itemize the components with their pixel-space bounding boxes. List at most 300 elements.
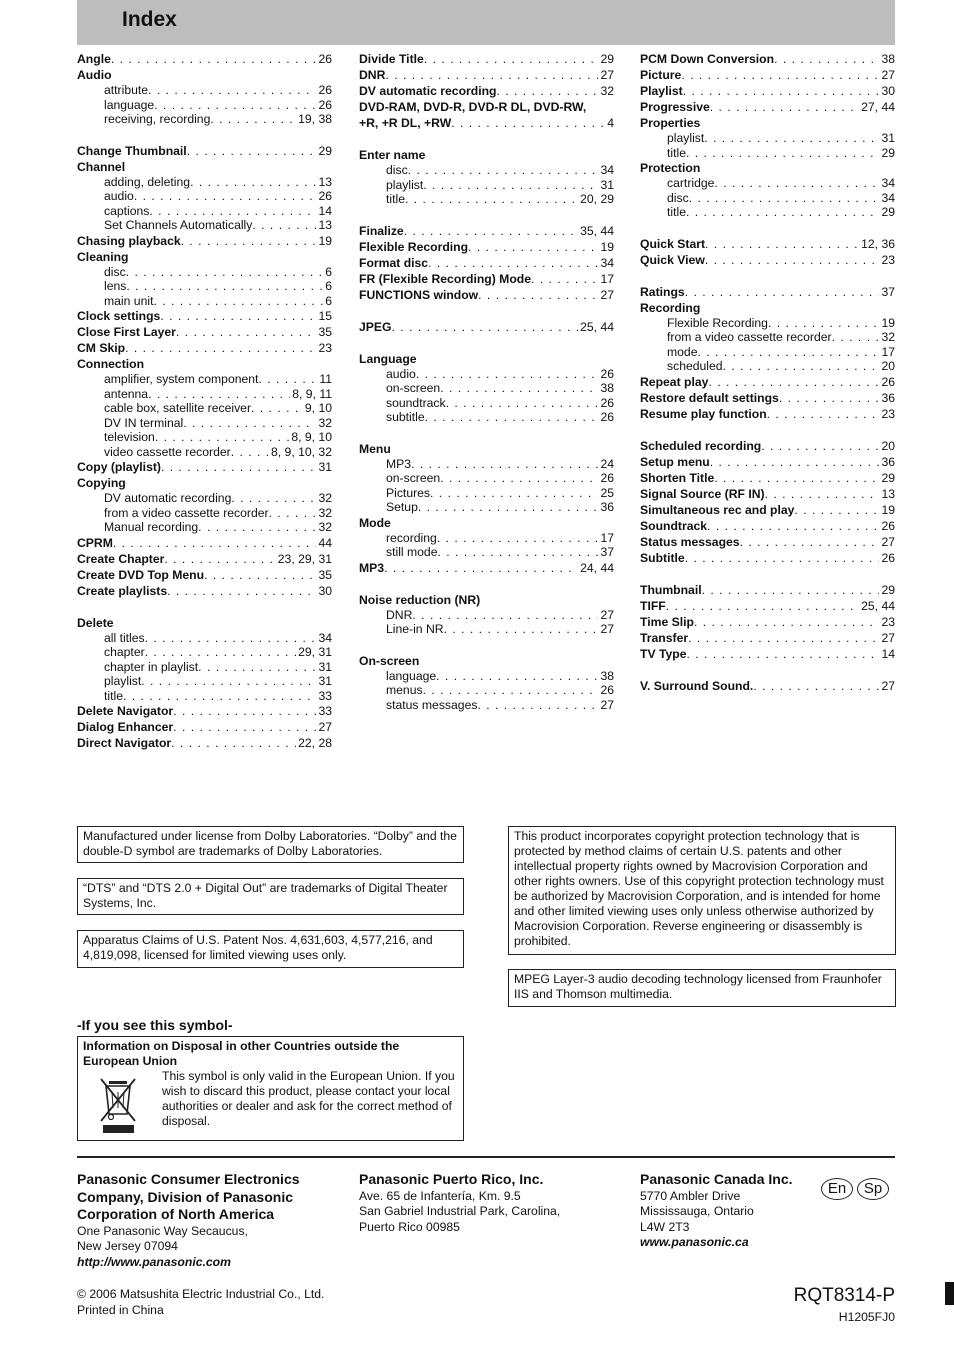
address-pr-name: Panasonic Puerto Rico, Inc. xyxy=(359,1171,544,1187)
index-term: menus xyxy=(386,683,423,697)
dot-leader xyxy=(702,582,880,598)
index-term: Chasing playback xyxy=(77,233,181,248)
index-page-number: 32 xyxy=(318,520,332,534)
index-page-number: 31 xyxy=(318,674,332,688)
index-page-number: 11 xyxy=(319,372,332,386)
index-page-number: 35 xyxy=(318,325,332,339)
index-page-number: 13 xyxy=(318,174,332,189)
index-spacer xyxy=(359,131,614,147)
index-term: Clock settings xyxy=(77,309,161,323)
dot-leader xyxy=(111,51,317,67)
index-term: title xyxy=(667,145,686,160)
address-ca-line1: 5770 Ambler Drive xyxy=(640,1188,741,1203)
index-entry xyxy=(640,518,895,534)
index-page-number: 27 xyxy=(600,622,614,636)
index-term: Signal Source (RF IN) xyxy=(640,486,765,501)
index-term: playlist xyxy=(667,131,705,145)
index-header-bar xyxy=(77,0,895,45)
disposal-title: Information on Disposal in other Countries outside the European Union xyxy=(83,1039,400,1068)
index-page-number: 33 xyxy=(318,688,332,703)
index-subentry xyxy=(77,491,332,506)
index-heading: Properties xyxy=(640,116,701,130)
index-term: Close First Layer xyxy=(77,325,176,339)
dot-leader xyxy=(145,631,317,646)
index-term: Create playlists xyxy=(77,583,168,598)
symbol-heading: -If you see this symbol- xyxy=(77,1017,233,1033)
index-entry xyxy=(640,374,895,390)
index-entry xyxy=(640,534,895,550)
index-subentry xyxy=(640,176,895,191)
index-page-number: 34 xyxy=(600,163,614,177)
index-page-number: 26 xyxy=(600,410,614,424)
index-page-number: 26 xyxy=(600,471,614,485)
index-page-number: 26 xyxy=(318,52,332,66)
index-term: disc xyxy=(386,163,408,177)
address-ca-web-link[interactable]: www.panasonic.ca xyxy=(640,1235,749,1249)
address-us-line2: New Jersey 07094 xyxy=(77,1239,178,1253)
dot-leader xyxy=(705,252,880,268)
index-page-number: 31 xyxy=(600,177,614,192)
page-edge-tab xyxy=(945,1282,954,1305)
index-subentry xyxy=(77,416,332,431)
address-us-web-link[interactable]: http://www.panasonic.com xyxy=(77,1254,231,1269)
index-page-number: 23 xyxy=(881,406,895,421)
index-term: TIFF xyxy=(640,598,666,613)
dot-leader xyxy=(740,534,880,550)
index-page-number: 27 xyxy=(881,630,895,645)
index-page-number: 26 xyxy=(600,683,614,697)
index-term: +R, +R DL, +RW xyxy=(359,116,452,130)
index-spacer xyxy=(359,335,614,351)
index-page-number: 26 xyxy=(600,395,614,410)
macrovision-notice: This product incorporates copyright protection technology that is protected by method claims of certain U.S. patents and other intellectual property rights owned by Macrovision Corporation and other rights owners. Use of this copyright protection technology must be authorized by Macrovision Corporation, and is intended for home and other limited viewing uses only unless otherwise authorized by Macrovision Corporation. Reverse engineering or disassembly is prohibited. xyxy=(508,826,896,955)
index-page-number: 20, 29 xyxy=(580,192,614,206)
index-term: FUNCTIONS window xyxy=(359,287,479,302)
index-subentry xyxy=(640,359,895,374)
index-entry xyxy=(359,115,614,131)
dot-leader xyxy=(765,486,880,502)
index-page-number: 23 xyxy=(881,614,895,629)
index-term: DV automatic recording xyxy=(359,84,497,98)
dot-leader xyxy=(148,387,290,402)
index-spacer xyxy=(359,637,614,653)
dot-leader xyxy=(176,324,317,340)
index-subentry xyxy=(77,372,332,387)
index-page-number: 31 xyxy=(881,131,895,145)
index-page-number: 15 xyxy=(318,309,332,323)
index-term: MP3 xyxy=(386,456,412,471)
index-page-number: 27 xyxy=(600,287,614,302)
index-entry xyxy=(640,406,895,422)
page-title: Index xyxy=(122,8,177,31)
dot-leader xyxy=(173,719,316,735)
dot-leader xyxy=(125,340,316,356)
address-ca-line2: Mississauga, Ontario xyxy=(640,1204,754,1218)
index-term: DV IN terminal xyxy=(104,415,184,430)
index-term: Playlist xyxy=(640,84,683,98)
index-page-number: 26 xyxy=(881,374,895,389)
dot-leader xyxy=(269,506,317,521)
dot-leader xyxy=(258,372,317,387)
index-page-number: 30 xyxy=(318,583,332,598)
index-page-number: 34 xyxy=(881,176,895,190)
index-page-number: 25 xyxy=(600,485,614,500)
index-entry xyxy=(640,598,895,614)
index-subentry xyxy=(77,660,332,675)
dot-leader xyxy=(155,430,290,445)
address-pr-line1: Ave. 65 de Infantería, Km. 9.5 xyxy=(359,1188,521,1203)
language-badges xyxy=(821,1178,889,1200)
index-page-number: 35, 44 xyxy=(580,223,614,238)
dot-leader xyxy=(779,390,880,406)
dot-leader xyxy=(113,535,317,551)
index-entry xyxy=(640,550,895,566)
dot-leader xyxy=(446,396,599,411)
index-spacer xyxy=(359,576,614,592)
index-entry xyxy=(640,614,895,630)
index-heading: Delete xyxy=(77,615,114,630)
dot-leader xyxy=(123,689,316,704)
index-term: Dialog Enhancer xyxy=(77,720,174,734)
dot-leader xyxy=(478,287,598,303)
footer-rule xyxy=(77,1156,895,1158)
index-term: Setup xyxy=(386,500,418,514)
index-subentry xyxy=(77,189,332,204)
index-page-number: 6 xyxy=(325,293,332,308)
dot-leader xyxy=(687,646,880,662)
index-entry xyxy=(640,99,895,115)
address-us-name: Panasonic Consumer Electronics Company, Division of Panasonic Corporation of North America xyxy=(77,1171,300,1222)
language-badge-en: En xyxy=(821,1178,853,1200)
printed-in-text: Printed in China xyxy=(77,1302,164,1317)
dot-leader xyxy=(430,486,598,501)
index-page-number: 32 xyxy=(318,491,332,505)
dot-leader xyxy=(477,698,598,713)
index-subentry xyxy=(77,387,332,402)
dot-leader xyxy=(768,316,880,331)
index-page-number: 23 xyxy=(318,341,332,355)
index-subentry xyxy=(640,316,895,331)
index-term: Ratings xyxy=(640,284,685,299)
index-entry xyxy=(640,582,895,598)
index-subentry xyxy=(77,204,332,219)
dot-leader xyxy=(384,560,578,576)
index-term: title xyxy=(104,688,123,703)
index-page-number: 27 xyxy=(881,534,895,549)
dot-leader xyxy=(126,265,324,280)
index-subentry xyxy=(77,265,332,280)
index-subentry xyxy=(359,545,614,560)
index-entry xyxy=(359,271,614,287)
index-subentry xyxy=(77,631,332,646)
dot-leader xyxy=(126,279,323,294)
index-subentry xyxy=(359,500,614,515)
index-heading: Language xyxy=(359,351,417,366)
index-page-number: 34 xyxy=(600,255,614,270)
index-page-number: 37 xyxy=(600,545,614,559)
index-spacer xyxy=(640,566,895,582)
address-us-line1: One Panasonic Way Secaucus, xyxy=(77,1223,248,1238)
index-spacer xyxy=(640,268,895,284)
dot-leader xyxy=(173,703,316,719)
index-page-number: 36 xyxy=(881,454,895,469)
disposal-body: This symbol is only valid in the European Union. If you wish to discard this product, please contact your local authorities or dealer and ask for the correct method of disposal. xyxy=(162,1069,455,1128)
index-subentry xyxy=(359,367,614,382)
dolby-notice: Manufactured under license from Dolby Laboratories. “Dolby” and the double-D symbol are trademarks of Dolby Laboratories. xyxy=(77,826,464,863)
index-term: CM Skip xyxy=(77,341,126,355)
index-subentry xyxy=(640,345,895,360)
dot-leader xyxy=(405,192,578,207)
index-term: disc xyxy=(104,264,126,279)
dot-leader xyxy=(440,381,598,396)
dot-leader xyxy=(148,83,316,98)
index-subentry xyxy=(640,330,895,345)
index-subentry xyxy=(359,683,614,698)
index-page-number: 38 xyxy=(881,52,895,66)
index-heading: Recording xyxy=(640,300,701,315)
dot-leader xyxy=(767,406,880,422)
index-term: Soundtrack xyxy=(640,518,708,533)
index-entry xyxy=(77,583,332,599)
index-page-number: 26 xyxy=(318,97,332,112)
index-term: title xyxy=(667,205,686,219)
dot-leader xyxy=(428,255,598,271)
index-page-number: 36 xyxy=(600,500,614,514)
index-entry xyxy=(359,319,614,335)
index-page-number: 19 xyxy=(318,233,332,248)
index-term: Line-in NR xyxy=(386,622,444,636)
dot-leader xyxy=(437,545,598,560)
index-page-number: 27 xyxy=(881,678,895,693)
index-page-number: 12, 36 xyxy=(861,236,895,251)
index-subentry xyxy=(77,506,332,521)
dot-leader xyxy=(160,308,316,324)
index-page-number: 6 xyxy=(325,264,332,279)
model-number: RQT8314-P xyxy=(793,1285,895,1306)
index-heading: On-screen xyxy=(359,653,420,668)
index-heading: DVD-RAM, DVD-R, DVD-R DL, DVD-RW, xyxy=(359,100,587,114)
index-page-number: 8, 9, 10 xyxy=(291,430,332,444)
index-page-number: 20 xyxy=(881,359,895,373)
index-entry xyxy=(77,324,332,340)
index-subentry xyxy=(77,112,332,127)
index-term: Thumbnail xyxy=(640,582,702,597)
index-term: main unit xyxy=(104,293,154,308)
dot-leader xyxy=(698,345,880,360)
index-term: Repeat play xyxy=(640,374,709,389)
dot-leader xyxy=(774,51,879,67)
index-term: mode xyxy=(667,344,698,359)
dot-leader xyxy=(181,233,317,249)
index-spacer xyxy=(359,207,614,223)
index-term: attribute xyxy=(104,83,149,97)
index-heading: Copying xyxy=(77,476,126,490)
index-subentry xyxy=(640,146,895,161)
index-page-number: 23, 29, 31 xyxy=(277,551,332,566)
dot-leader xyxy=(167,583,316,599)
dot-leader xyxy=(171,735,296,751)
dot-leader xyxy=(685,550,880,566)
index-term: TV Type xyxy=(640,646,687,661)
index-entry xyxy=(359,255,614,271)
dot-leader xyxy=(689,191,880,206)
index-page-number: 14 xyxy=(881,646,895,661)
index-page-number: 13 xyxy=(318,218,332,232)
index-page-number: 33 xyxy=(318,704,332,718)
index-entry xyxy=(640,470,895,486)
index-heading: Connection xyxy=(77,357,145,371)
mpeg-notice: MPEG Layer-3 audio decoding technology licensed from Fraunhofer IIS and Thomson multimedia. xyxy=(508,969,896,1007)
crossed-out-wheelie-bin-icon xyxy=(100,1077,136,1137)
index-term: Delete Navigator xyxy=(77,704,174,718)
index-term: MP3 xyxy=(359,560,385,575)
index-entry xyxy=(640,630,895,646)
dot-leader xyxy=(686,205,879,220)
index-heading: Mode xyxy=(359,515,391,530)
index-column-1 xyxy=(77,51,332,751)
dot-leader xyxy=(392,319,579,335)
index-term: Format disc xyxy=(359,255,429,270)
index-term: Manual recording xyxy=(104,520,199,534)
index-entry xyxy=(77,308,332,324)
dot-leader xyxy=(252,218,316,233)
address-ca-name: Panasonic Canada Inc. xyxy=(640,1171,793,1187)
index-subentry xyxy=(359,178,614,193)
index-entry xyxy=(640,678,895,694)
index-term: television xyxy=(104,430,155,444)
index-term: V. Surround Sound. xyxy=(640,678,754,693)
index-page-number: 25, 44 xyxy=(861,598,895,613)
index-heading: Channel xyxy=(77,159,126,174)
index-page-number: 27, 44 xyxy=(861,100,895,114)
index-spacer xyxy=(359,303,614,319)
index-entry xyxy=(77,735,332,751)
index-term: playlist xyxy=(104,674,142,688)
index-term: on-screen xyxy=(386,471,441,485)
dot-leader xyxy=(714,470,879,486)
index-page-number: 38 xyxy=(600,381,614,395)
index-page-number: 29 xyxy=(881,470,895,485)
index-term: audio xyxy=(386,366,416,381)
index-entry xyxy=(77,703,332,719)
index-entry xyxy=(640,486,895,502)
dot-leader xyxy=(231,445,269,460)
index-page-number: 35 xyxy=(318,567,332,582)
index-page-number: 8, 9, 11 xyxy=(292,386,332,401)
index-page-number: 29 xyxy=(881,205,895,219)
index-page-number: 9, 10 xyxy=(304,401,332,415)
index-subentry xyxy=(359,698,614,713)
index-heading: Noise reduction (NR) xyxy=(359,592,481,607)
index-subentry xyxy=(77,645,332,660)
index-entry xyxy=(77,233,332,249)
index-term: video cassette recorder xyxy=(104,444,231,459)
dot-leader xyxy=(686,146,879,161)
index-subentry xyxy=(77,83,332,98)
index-term: FR (Flexible Recording) Mode xyxy=(359,271,531,286)
index-page-number: 22, 28 xyxy=(298,736,332,750)
index-entry xyxy=(359,560,614,576)
index-term: receiving, recording xyxy=(104,112,211,126)
dot-leader xyxy=(161,459,316,475)
index-entry xyxy=(359,239,614,255)
dot-leader xyxy=(145,645,296,660)
dot-leader xyxy=(496,83,598,99)
index-term: captions xyxy=(104,203,150,218)
index-entry xyxy=(77,51,332,67)
dot-leader xyxy=(198,660,316,675)
index-page-number: 30 xyxy=(881,84,895,98)
dot-leader xyxy=(468,239,598,255)
index-subentry xyxy=(77,98,332,113)
index-page-number: 24, 44 xyxy=(580,560,614,575)
index-page-number: 37 xyxy=(881,284,895,299)
index-term: Finalize xyxy=(359,223,404,238)
dot-leader xyxy=(440,471,598,486)
index-page-number: 17 xyxy=(600,271,614,286)
index-subentry xyxy=(359,192,614,207)
index-heading: Menu xyxy=(359,441,391,456)
index-page-number: 4 xyxy=(607,116,614,130)
index-term: JPEG xyxy=(359,319,392,334)
dot-leader xyxy=(404,223,578,239)
index-entry xyxy=(77,340,332,356)
dot-leader xyxy=(685,284,880,300)
index-page-number: 25, 44 xyxy=(580,319,614,334)
dot-leader xyxy=(681,67,879,83)
index-subentry xyxy=(77,430,332,445)
index-term: Copy (playlist) xyxy=(77,460,161,474)
dot-leader xyxy=(832,330,880,345)
index-subentry xyxy=(77,689,332,704)
index-page-number: 29 xyxy=(600,52,614,66)
index-subentry xyxy=(77,674,332,689)
index-term: cartridge xyxy=(667,176,715,190)
index-subentry xyxy=(359,410,614,425)
index-entry xyxy=(640,438,895,454)
index-term: antenna xyxy=(104,386,149,401)
index-subentry xyxy=(359,531,614,546)
index-heading: Cleaning xyxy=(77,249,129,264)
patent-notice: Apparatus Claims of U.S. Patent Nos. 4,631,603, 4,577,216, and 4,819,098, licensed for limited viewing uses only. xyxy=(77,930,464,968)
index-term: playlist xyxy=(386,177,424,192)
index-term: language xyxy=(386,668,437,683)
index-term: still mode xyxy=(386,545,438,559)
dot-leader xyxy=(418,500,599,515)
index-entry xyxy=(77,719,332,735)
dot-leader xyxy=(416,367,599,382)
index-page-number: 14 xyxy=(318,203,332,218)
index-page-number: 26 xyxy=(318,83,332,97)
dot-leader xyxy=(412,608,598,623)
index-page-number: 34 xyxy=(318,630,332,645)
index-page-number: 38 xyxy=(600,668,614,683)
print-code: H1205FJ0 xyxy=(838,1310,895,1324)
index-term: Status messages xyxy=(640,534,740,549)
dot-leader xyxy=(424,51,599,67)
index-term: disc xyxy=(667,190,689,205)
index-column-2 xyxy=(359,51,614,712)
index-term: lens xyxy=(104,279,127,293)
dot-leader xyxy=(710,99,859,115)
index-entry xyxy=(640,83,895,99)
index-page-number: 32 xyxy=(881,330,895,344)
dot-leader xyxy=(190,175,316,190)
index-term: DNR xyxy=(359,68,386,82)
index-entry xyxy=(640,502,895,518)
dot-leader xyxy=(694,614,879,630)
index-page-number: 29 xyxy=(881,145,895,160)
